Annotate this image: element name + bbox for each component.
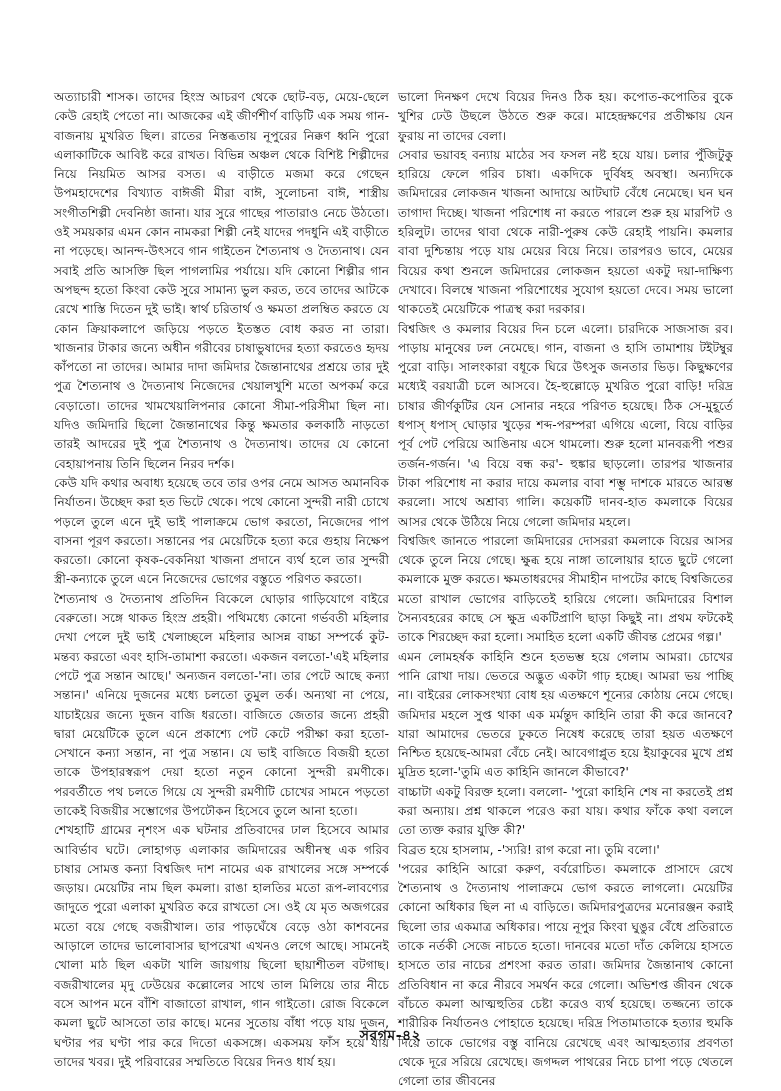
paragraph: 'পরের কাহিনি আরো করুণ, বর্বরোচিত। কমলাকে প্রাসাদে রেখে শৈত্যনাথ ও দৈত্যনাথ পালাক্রমে ভোগ করতে লাগলো। মেয়েটির কোনো অধিকার ছিল না এ বাড়িতে। জমিদারপুত্রদের মনোরঞ্জন করাই ছিলো তার একমাত্র অধিকার। পায়ে নূপুর কিংবা ঘুঙুর বেঁধে প্রতিরাতে তাকে নর্তকী সেজে নাচতে হতো। দানবের মতো দাঁত কেলিয়ে হাসতে হাসতে তার নাচের প্রশংসা করত তারা। জমিদার জৈন্তানাথ কোনো প্রতিবিধান না করে নীরবে সমর্থন করে গেলো। অভিশপ্ত জীবন থেকে বাঁচতে কমলা আত্মহুতির চেষ্টা করেও ব্যর্থ হয়েছে। তজ্জন্যে তাকে শারীরিক নির্যাতনও পোহাতে হয়েছে। দরিদ্র পিতামাতাকে হত্যার হুমকি দিয়ে তাকে ভোগের বস্তু বানিয়ে রেখেছে এবং আত্মহত্যার প্রবণতা থেকে দূরে সরিয়ে রেখেছে। জগদ্দল পাথরের নিচে চাপা পড়ে থেতলে গেলো তার জীবনের [398, 861, 733, 1089]
left-column [54, 88, 389, 1069]
paragraph: শেখহাটি গ্রামের নৃশংস এক ঘটনার প্রতিবাদের ঢাল হিসেবে আমার আবির্ভাব ঘটে। লোহাগড় এলাকার জমিদারের অধীনস্থ এক গরিব চাষার সোমত্ত কন্যা বিশ্বজিৎ দাশ নামের এক রাখালের সঙ্গে সম্পর্কে জড়ায়। মেয়েটির নাম ছিল কমলা। রাঙা হালতির মতো রূপ-লাবণ্যের জাদুতে পুরো এলাকা মুখরিত করে রাখতো সে। ওই যে মৃত অজগরের মতো বয়ে গেছে বজরীখাল। তার পাড়ঘেঁষে বেড়ে ওঠা কাশবনের আড়ালে তাদের ভালোবাসার ছাপরেখা এখনও লেগে আছে। সামনেই খোলা মাঠ ছিল একটা খালি জায়গায় ছিলো ছায়াশীতল বটগাছ। বজরীখালের মৃদু ঢেউয়ের কল্লোলের সাথে তাল মিলিয়ে তার নীচে বসে আপন মনে বাঁশি বাজাতো রাখাল, গান গাইতো। রোজ বিকেলে কমলা ছুটে আসতো তার কাছে। মনের সুতোয় বাঁধা পড়ে যায় দুজন, ঘণ্টার পর ঘণ্টা পার করে দিতো একসঙ্গে। একসময় ফাঁস হয়ে যায় তাদের খবর। দুই পরিবারের সম্মতিতে বিয়ের দিনও ধার্য হয়। [54, 823, 389, 1069]
paragraph: বিশ্বজিৎ জানতে পারলো জমিদারের দোসররা কমলাকে বিয়ের আসর থেকে তুলে নিয়ে গেছে। ক্ষুব্ধ হয়ে নাঙ্গা তালোয়ার হাতে ছুটে গেলো কমলাকে মুক্ত করতে। ক্ষমতাধরদের সীমাহীন দাপটের কাছে বিশ্বজিতের মতো রাখাল ভোগের বাড়িতেই হারিয়ে গেলো। জমিদারের বিশাল সৈন্যবহরের কাছে সে ক্ষুদ্র একটিপ্রাণি ছাড়া কিছুই না। প্রথম ফটকেই তাকে শিরচ্ছেদ করা হলো। সমাহিত হলো একটি জীবন্ত প্রেমের গল্প।' [398, 533, 733, 645]
paragraph: বিব্রত হয়ে হাসলাম, -'স্যরি! রাগ করো না। তুমি বলো।' [398, 842, 660, 857]
paragraph: শৈত্যনাথ ও দৈত্যনাথ প্রতিদিন বিকেলে ঘোড়ার গাড়িযোগে বাইরে বেরুতো। সঙ্গে থাকত হিংস্র প্রহরী। পথিমধ্যে কোনো গর্ভবতী মহিলার দেখা পেলে দুই ভাই খেলাচ্ছলে মহিলার আসন্ন বাচ্চা সম্পর্কে কুট-মন্তব্য করতো এবং হাসি-তামাশা করতো। একজন বলতো-'এই মহিলার পেটে পুত্র সন্তান আছে।' অন্যজন বলতো-'না। তার পেটে আছে কন্যা সন্তান।' এনিয়ে দুজনের মধ্যে চলতো তুমুল তর্ক। অন্যথা না পেয়ে, যাচাইয়ের জন্যে দুজন বাজি ধরতো। বাজিতে জেতার জন্যে প্রহরী দ্বারা মেয়েটিকে তুলে এনে প্রকাশ্যে পেট কেটে পরীক্ষা করা হতো-সেখানে কন্যা সন্তান, না পুত্র সন্তান। যে ভাই বাজিতে বিজয়ী হতো তাকে উপহারস্বরূপ দেয়া হতো নতুন কোনো সুন্দরী রমণীকে। পরবর্তীতে পথ চলতে গিয়ে যে সুন্দরী রমণীটি চোখের সামনে পড়তো তাকেই বিজয়ীর সম্ভোগের উপঢৌকন হিসেবে তুলে আনা হতো। [54, 591, 389, 818]
paragraph: কেউ যদি কথার অবাধ্য হয়েছে তবে তার ওপর নেমে আসত অমানবিক নির্যাতন। উচ্ছেদ করা হত ভিটে থেকে। পথে কোনো সুন্দরী নারী চোখে পড়লে তুলে এনে দুই ভাই পালাক্রমে ভোগ করতো, নিজেদের পাপ বাসনা পূরণ করতো। সন্তানের পর মেয়েটিকে হত্যা করে গুহায় নিক্ষেপ করতো। কোনো কৃষক-বেকনিয়া খাজনা প্রদানে ব্যর্থ হলে তার সুন্দরী স্ত্রী-কন্যাকে তুলে এনে নিজেদের ভোগের বস্তুতে পরিণত করতো। [54, 475, 389, 587]
paragraph: সেবার ভয়াবহ বন্যায় মাঠের সব ফসল নষ্ট হয়ে যায়। চলার পুঁজিটুকু হারিয়ে ফেলে গরিব চাষা। একদিকে দুর্বিষহ অবস্থা। অন্যদিকে জমিদারের লোকজন খাজনা আদায়ে আটঘাট বেঁধে নেমেছে। ঘন ঘন তাগাদা দিচ্ছে। খাজনা পরিশোধ না করতে পারলে শুরু হয় মারপিট ও হরিলুট। তাদের থাবা থেকে নারী-পুরুষ কেউ রেহাই পায়নি। কমলার বাবা দুশ্চিন্তায় পড়ে যায় মেয়ের বিয়ে নিয়ে। তারপরও ভাবে, মেয়ের বিয়ের কথা শুনলে জমিদারের লোকজন হয়তো একটু দয়া-দাক্ষিণ্য দেখাবে। বিলম্বে খাজনা পরিশোধের সুযোগ হয়তো দেবে। সময় ভালো থাকতেই মেয়েটিকে পাত্রস্থ করা দরকার। [398, 147, 733, 317]
paragraph: অত্যাচারী শাসক। তাদের হিংস্র আচরণ থেকে ছোট-বড়, মেয়ে-ছেলে কেউ রেহাই পেতো না। আজকের এই জীর্ণশীর্ণ বাড়িটি এক সময় গান-বাজনায় মুখরিত ছিল। রাতের নিস্তব্ধতায় নূপুরের নিক্কণ ধ্বনি পুরো এলাকাটিকে আবিষ্ট করে রাখত। বিভিন্ন অঞ্চল থেকে বিশিষ্ট শিল্পীদের নিয়ে নিয়মিত আসর বসত। এ বাড়ীতে মজমা করে গেছেন উপমহাদেশের বিখ্যাত বাঈজী মীরা বাঈ, সুলোচনা বাঈ, শাস্ত্রীয় সংগীতশিল্পী দেবনিষ্ঠা জানা। যার সুরে গাছের পাতারাও নেচে উঠতো। ওই সময়কার এমন কোন নামকরা শিল্পী নেই যাদের পদধুনি এই বাড়ীতে না পড়েছে। আনন্দ-উৎসবে গান গাইতেন শৈত্যনাথ ও দৈত্যনাথ। যেন সবাই প্রতি আসক্তি ছিল পাগলামির পর্যায়ে। যদি কোনো শিল্পীর গান অপছন্দ হতো কিংবা কেউ সুরে সামান্য ভুল করত, তবে তাদের আটকে রেখে শাস্তি দিতেন দুই ভাই। স্বার্থ চরিতার্থ ও ক্ষমতা প্রলম্বিত করতে যে কোন ক্রিয়াকলাপে জড়িয়ে পড়তে ইতস্তত বোধ করত না তারা। খাজনার টাকার জন্যে অধীন গরীবের চাষাভুষাদের হত্যা করতেও হৃদয় কাঁপতো না তাদের। আমার দাদা জমিদার জৈন্তানাথের প্রশ্রয়ে তার দুই পুত্র শৈত্যনাথ ও দৈত্যনাথ নিজেদের খেয়ালখুশি মতো অপকর্ম করে বেড়াতো। তাদের খামখেয়ালিপনার কোনো সীমা-পরিসীমা ছিল না। যদিও জমিদারি ছিলো জৈন্তানাথের কিন্তু ক্ষমতার কলকাঠি নাড়তো তারই আদরের দুই পুত্র শৈত্যনাথ ও দৈত্যনাথ। তাদের যে কোনো বেহায়াপনায় তিনি ছিলেন নিরব দর্শক। [54, 90, 389, 471]
paragraph: বাচ্চাটা একটু বিরক্ত হলো। বললো- 'পুরো কাহিনি শেষ না করতেই প্রশ্ন করা অন্যায়। প্রশ্ন থাকলে পরেও করা যায়। কথার ফাঁকে কথা বললে তো ত্যক্ত করার যুক্তি কী?' [398, 784, 733, 838]
paragraph: বিশ্বজিৎ ও কমলার বিয়ের দিন চলে এলো। চারদিকে সাজসাজ রব। পাড়ায় মানুষের ঢল নেমেছে। গান, বাজনা ও হাসি তামাশায় টইটম্বুর পুরো বাড়ি। সালংকারা বধূকে ঘিরে উৎসুক জনতার ভিড়। কিছুক্ষণের মধ্যেই বরযাত্রী চলে আসবে। হৈ-হুল্লোড়ে মুখরিত পুরো বাড়ি! দরিদ্র চাষার জীর্ণকুটির যেন সোনার নহরে পরিণত হয়েছে। ঠিক সে-মুহূর্তে ধপাস্ ধপাস্ ঘোড়ার খুড়ের শব্দ-পরম্পরা এগিয়ে এলো, বিয়ে বাড়ির পূর্ব পেট পেরিয়ে আঙিনায় এসে থামলো। শুরু হলো মানবরূপী পশুর তর্জন-গর্জন। 'এ বিয়ে বন্ধ কর'- হুঙ্কার ছাড়লো। তারপর খাজনার টাকা পরিশোধ না করার দায়ে কমলার বাবা শম্ভু দাশকে মারতে আরম্ভ করলো। সাথে অশ্রাব্য গালি। কয়েকটি দানব-হাত কমলাকে বিয়ের আসর থেকে উঠিয়ে নিয়ে গেলো জমিদার মহলে। [398, 321, 733, 529]
paragraph: এমন লোমহর্ষক কাহিনি শুনে হতভম্ভ হয়ে গেলাম আমরা। চোখের পানি রোখা দায়। ভেতরে অদ্ভুত একটা গাঢ় হচ্ছে। আমরা ভয় পাচ্ছি না। বাইরের লোকসংখ্যা বোধ হয় এতক্ষণে শূন্যের কোঠায় নেমে গেছে। জমিদার মহলে সুপ্ত থাকা এক মর্মন্তুদ কাহিনি তারা কী করে জানবে? যারা আমাদের ভেতরে ঢুকতে নিষেধ করেছে তারা হয়ত এতক্ষণে নিশ্চিত হয়েছে-আমরা বেঁচে নেই। আবেগাপ্লুত হয়ে ইয়াকুবের মুখে প্রশ্ন মুদ্রিত হলো-'তুমি এত কাহিনি জানলে কীভাবে?' [398, 649, 733, 780]
right-column [398, 88, 733, 1089]
paragraph: ভালো দিনক্ষণ দেখে বিয়ের দিনও ঠিক হয়। কপোত-কপোতির বুকে খুশির ঢেউ উছলে উঠতে শুরু করে। মাহেন্দ্রক্ষণের প্রতীক্ষায় যেন ফুরায় না তাদের বেলা। [398, 90, 733, 143]
page-footer-label: সরগম-৪২ [359, 1028, 422, 1044]
